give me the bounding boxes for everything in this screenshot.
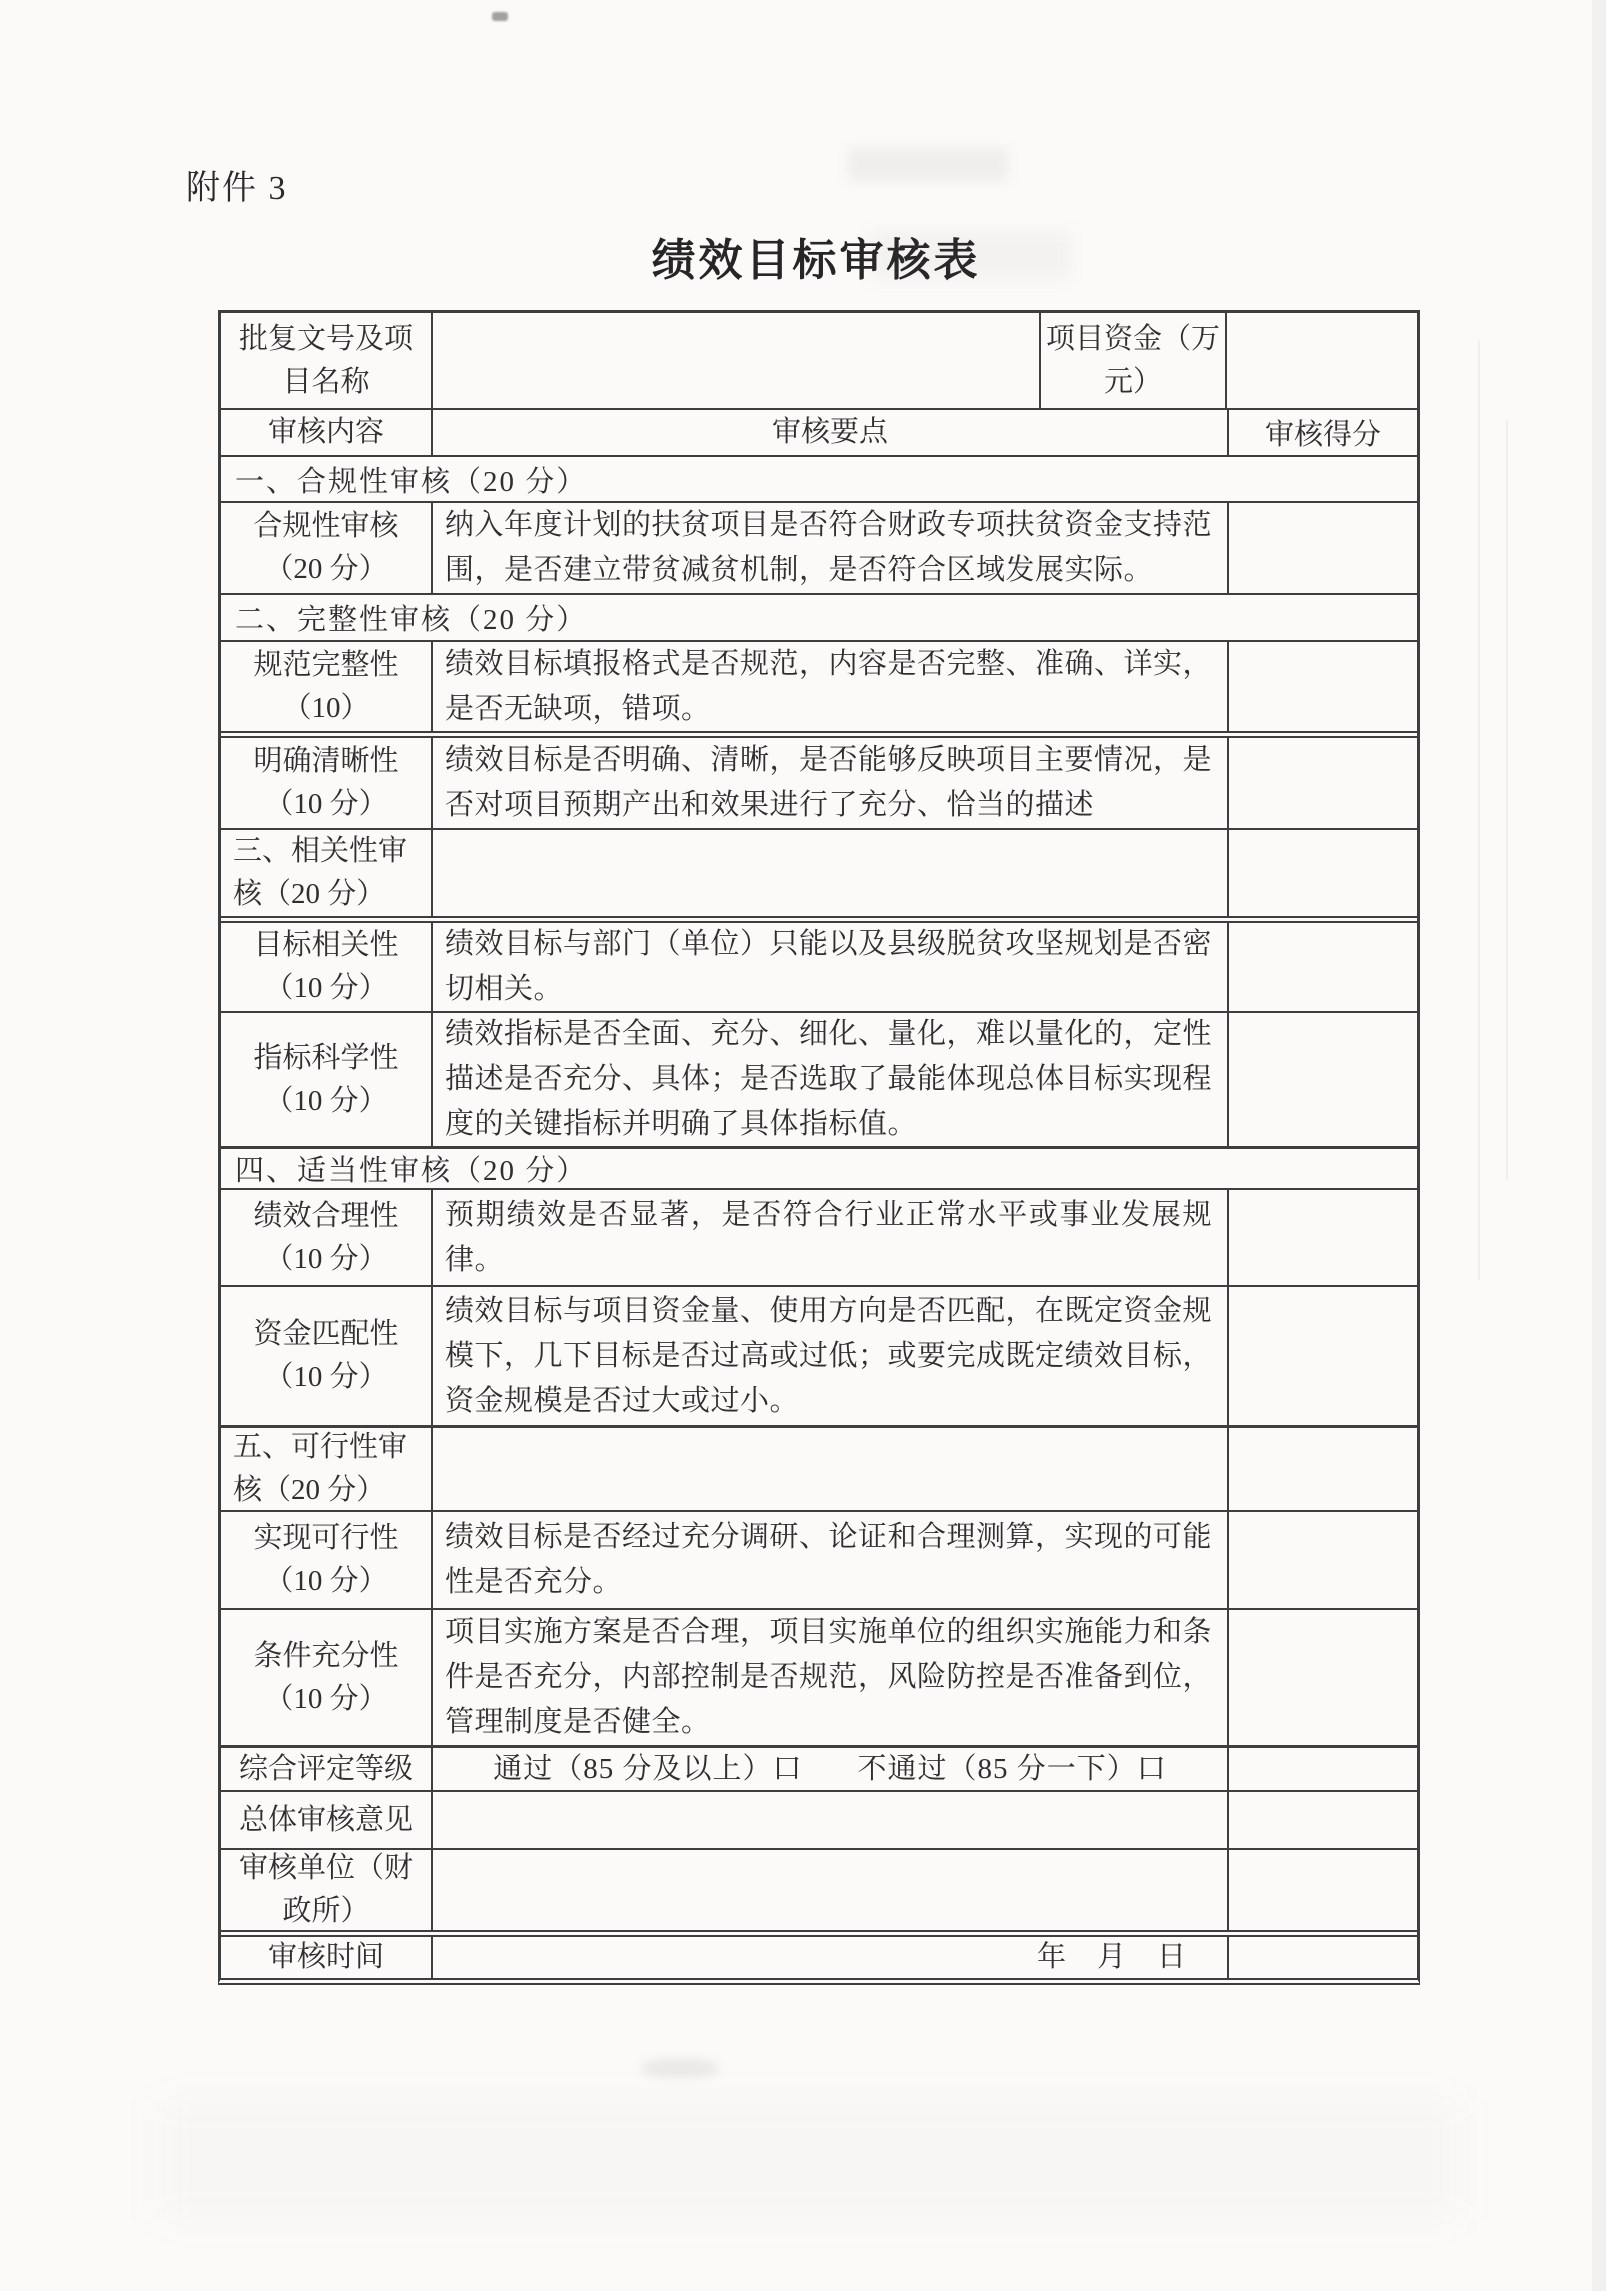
review-unit-label: 审核单位（财政所） <box>221 1850 433 1930</box>
scan-edge-shadow <box>1592 0 1606 2291</box>
criterion-label: 目标相关性（10 分） <box>221 923 433 1011</box>
table-row <box>221 1510 1417 1608</box>
review-points <box>433 738 1229 828</box>
table-row <box>221 1285 1417 1425</box>
overall-opinion-label: 总体审核意见 <box>221 1792 433 1848</box>
table-row <box>221 1188 1417 1285</box>
score-cell <box>1229 503 1417 593</box>
scan-smudge <box>640 2058 720 2078</box>
review-table <box>218 310 1420 1985</box>
review-points <box>433 1190 1229 1285</box>
section-row <box>221 455 1417 501</box>
attachment-label: 附件 3 <box>186 170 288 207</box>
scan-bleedthrough-line <box>1506 420 1508 1180</box>
review-points <box>433 830 1229 916</box>
score-cell <box>1229 1937 1417 1978</box>
review-points-text: 绩效目标填报格式是否规范，内容是否完整、准确、详实，是否无缺项，错项。 <box>445 647 1213 725</box>
doc-number-label: 批复文号及项目名称 <box>221 313 433 408</box>
review-points-text: 项目实施方案是否合理，项目实施单位的组织实施能力和条件是否充分，内部控制是否规范，风险防控是否准备到位，管理制度是否健全。 <box>445 1616 1213 1738</box>
review-points-text: 绩效目标与项目资金量、使用方向是否匹配，在既定资金规模下，几下目标是否过高或过低；或要完成既定绩效目标，资金规模是否过大或过小。 <box>445 1294 1213 1417</box>
review-points <box>433 1287 1229 1425</box>
table-row-header <box>221 313 1417 408</box>
criterion-label: 资金匹配性（10 分） <box>221 1287 433 1425</box>
criterion-label: 合规性审核（20 分） <box>221 503 433 593</box>
rating-option-pass: 通过（85 分及以上）口 <box>493 1752 803 1785</box>
score-cell <box>1229 1610 1417 1745</box>
table-row <box>221 1425 1417 1510</box>
score-cell <box>1229 1190 1417 1285</box>
doc-number-value <box>433 313 1041 408</box>
review-points <box>433 1512 1229 1608</box>
review-unit-value <box>433 1850 1229 1930</box>
score-cell <box>1229 642 1417 731</box>
rating-options <box>433 1748 1229 1790</box>
score-cell <box>1229 1792 1417 1848</box>
score-cell <box>1229 1748 1417 1790</box>
criterion-label: 绩效合理性（10 分） <box>221 1190 433 1285</box>
criterion-label: 实现可行性（10 分） <box>221 1512 433 1608</box>
table-row <box>221 731 1417 828</box>
table-row-date <box>221 1930 1417 1978</box>
section-row <box>221 593 1417 640</box>
score-cell <box>1229 830 1417 916</box>
review-points <box>433 1428 1229 1510</box>
table-row <box>221 640 1417 731</box>
criterion-label: 条件充分性（10 分） <box>221 1610 433 1745</box>
review-date-label: 审核时间 <box>221 1937 433 1978</box>
page-title: 绩效目标审核表 <box>651 236 981 285</box>
table-row <box>221 1790 1417 1848</box>
review-points <box>433 642 1229 731</box>
column-header-content: 审核内容 <box>221 410 433 455</box>
scan-speck <box>492 12 508 21</box>
section-label: 四、适当性审核（20 分） <box>235 1155 588 1187</box>
score-cell <box>1229 1428 1417 1510</box>
review-points-text: 纳入年度计划的扶贫项目是否符合财政专项扶贫资金支持范围，是否建立带贫减贫机制，是否符合区域发展实际。 <box>445 509 1213 586</box>
table-row <box>221 916 1417 1011</box>
project-fund-value <box>1227 313 1417 408</box>
review-points-text: 预期绩效是否显著，是否符合行业正常水平或事业发展规律。 <box>445 1198 1212 1276</box>
review-points-text: 绩效目标与部门（单位）只能以及县级脱贫攻坚规划是否密切相关。 <box>445 928 1213 1005</box>
review-points <box>433 923 1229 1011</box>
table-row-columns <box>221 408 1417 455</box>
review-points <box>433 1013 1229 1146</box>
score-cell <box>1229 1287 1417 1425</box>
scan-haze <box>160 2100 1460 2220</box>
criterion-label: 五、可行性审核（20 分） <box>221 1428 433 1510</box>
section-label: 一、合规性审核（20 分） <box>235 465 588 498</box>
review-points-text: 绩效目标是否经过充分调研、论证和合理测算，实现的可能性是否充分。 <box>445 1521 1213 1598</box>
rating-option-fail: 不通过（85 分一下）口 <box>857 1752 1167 1785</box>
criterion-label: 指标科学性（10 分） <box>221 1013 433 1146</box>
table-row <box>221 1011 1417 1146</box>
review-date-value <box>433 1937 1229 1978</box>
review-points-text: 绩效目标是否明确、清晰，是否能够反映项目主要情况，是否对项目预期产出和效果进行了充分、恰当的描述 <box>445 744 1213 821</box>
section-label: 二、完整性审核（20 分） <box>235 604 588 636</box>
table-row <box>221 1608 1417 1745</box>
score-cell <box>1229 1850 1417 1930</box>
score-cell <box>1229 738 1417 828</box>
table-row <box>221 501 1417 593</box>
project-fund-label: 项目资金（万元） <box>1041 313 1227 408</box>
section-row <box>221 1146 1417 1188</box>
criterion-label: 明确清晰性（10 分） <box>221 738 433 828</box>
rating-label: 综合评定等级 <box>221 1748 433 1790</box>
scan-smudge <box>848 148 1008 182</box>
review-points <box>433 1610 1229 1745</box>
review-date-hint: 年 月 日 <box>1036 1941 1187 1973</box>
table-row <box>221 1848 1417 1930</box>
criterion-label: 规范完整性（10） <box>221 642 433 731</box>
table-row-rating <box>221 1745 1417 1790</box>
table-row <box>221 828 1417 916</box>
score-cell <box>1229 1512 1417 1608</box>
score-cell <box>1229 923 1417 1011</box>
score-cell <box>1229 1013 1417 1146</box>
criterion-label: 三、相关性审核（20 分） <box>221 830 433 916</box>
review-points <box>433 503 1229 593</box>
column-header-points: 审核要点 <box>433 410 1229 455</box>
scan-bleedthrough-line <box>1478 340 1480 1280</box>
column-header-score: 审核得分 <box>1264 419 1381 451</box>
review-points-text: 绩效指标是否全面、充分、细化、量化，难以量化的，定性描述是否充分、具体；是否选取了最能体现总体目标实现程度的关键指标并明确了具体指标值。 <box>445 1018 1213 1140</box>
overall-opinion-value <box>433 1792 1229 1848</box>
